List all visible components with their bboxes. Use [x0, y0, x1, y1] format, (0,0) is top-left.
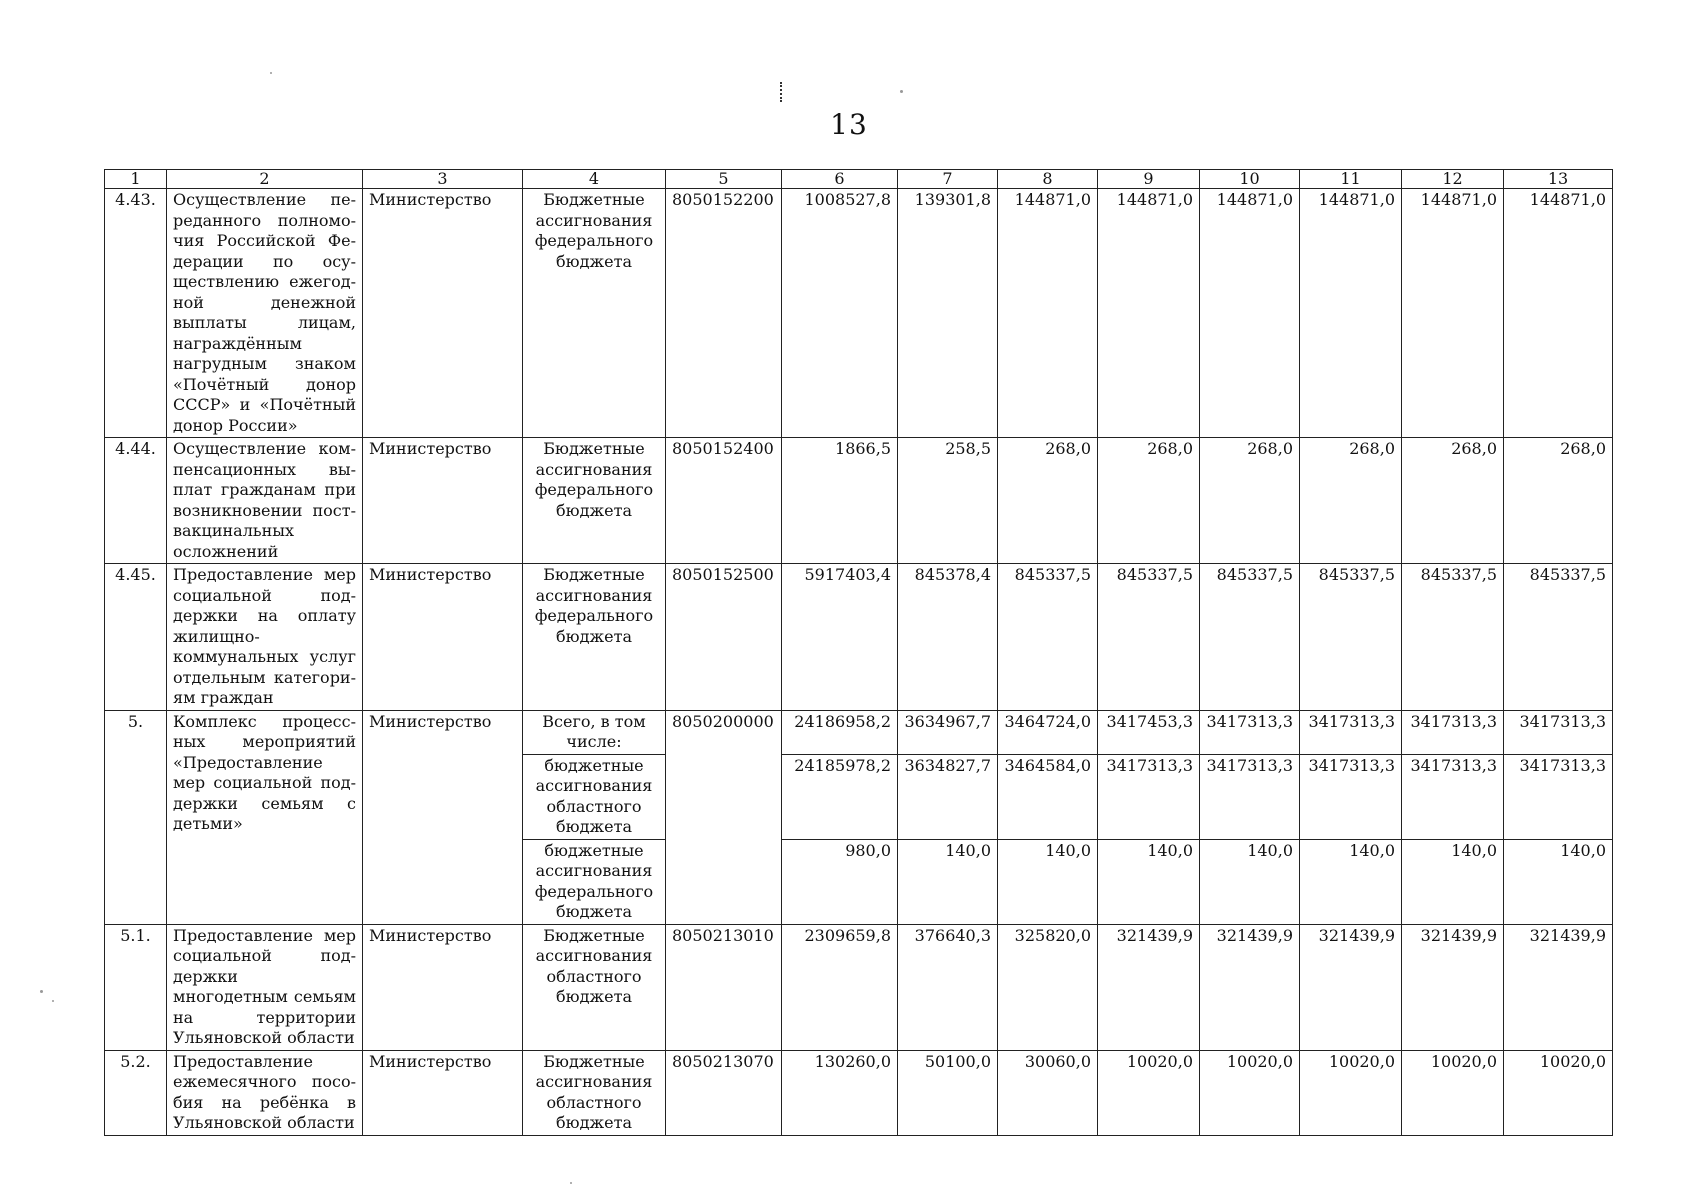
- value-total: 5917403,4: [782, 564, 898, 711]
- value-year: 3417313,3: [1300, 710, 1402, 754]
- value-year: 144871,0: [1300, 189, 1402, 438]
- budget-code: 8050213070: [666, 1050, 782, 1135]
- value-year: 144871,0: [1200, 189, 1300, 438]
- measure-name: Предоставление ежемесячного пособия на ребёнка в Ульяновской области: [167, 1050, 363, 1135]
- value-year: 3417313,3: [1300, 754, 1402, 839]
- value-year: 144871,0: [1504, 189, 1613, 438]
- value-total: 130260,0: [782, 1050, 898, 1135]
- value-year: 3417313,3: [1402, 710, 1504, 754]
- measure-name: Комплекс процессных мероприятий «Предоставление мер социальной поддержки семьям с детьми»: [167, 710, 363, 924]
- executor: Министерство: [363, 924, 523, 1050]
- value-year: 10020,0: [1200, 1050, 1300, 1135]
- value-year: 10020,0: [1300, 1050, 1402, 1135]
- value-total: 1008527,8: [782, 189, 898, 438]
- executor: Министерство: [363, 438, 523, 564]
- row-number: 5.: [105, 710, 167, 924]
- value-year: 845337,5: [1402, 564, 1504, 711]
- column-number: 12: [1402, 170, 1504, 189]
- value-year: 321439,9: [1402, 924, 1504, 1050]
- value-year: 3417313,3: [1402, 754, 1504, 839]
- value-year: 376640,3: [898, 924, 998, 1050]
- value-year: 321439,9: [1504, 924, 1613, 1050]
- value-year: 321439,9: [1300, 924, 1402, 1050]
- executor: Министерство: [363, 189, 523, 438]
- value-year: 325820,0: [998, 924, 1098, 1050]
- value-year: 268,0: [1200, 438, 1300, 564]
- value-year: 321439,9: [1200, 924, 1300, 1050]
- column-number: 13: [1504, 170, 1613, 189]
- value-total: 24185978,2: [782, 754, 898, 839]
- value-year: 3417313,3: [1098, 754, 1200, 839]
- row-number: 4.44.: [105, 438, 167, 564]
- executor: Министерство: [363, 1050, 523, 1135]
- column-number: 8: [998, 170, 1098, 189]
- column-number: 10: [1200, 170, 1300, 189]
- value-year: 144871,0: [998, 189, 1098, 438]
- row-number: 5.1.: [105, 924, 167, 1050]
- budget-code: 8050213010: [666, 924, 782, 1050]
- value-year: 258,5: [898, 438, 998, 564]
- scan-speck: [570, 1182, 572, 1184]
- scan-speck: [900, 90, 903, 93]
- measure-name: Осуществление переданного полномочия Российской Федерации по осуществлению ежегодной денежной выплаты лицам, награждённым нагрудным знаком «Почётный донор СССР» и «Почётный донор России»: [167, 189, 363, 438]
- column-number: 2: [167, 170, 363, 189]
- value-year: 140,0: [1504, 839, 1613, 924]
- budget-code: 8050152200: [666, 189, 782, 438]
- value-year: 3417453,3: [1098, 710, 1200, 754]
- table-row: [105, 710, 1613, 754]
- value-year: 268,0: [1300, 438, 1402, 564]
- column-number: 9: [1098, 170, 1200, 189]
- executor: Министерство: [363, 564, 523, 711]
- value-year: 268,0: [1098, 438, 1200, 564]
- value-year: 10020,0: [1402, 1050, 1504, 1135]
- table-row: [105, 438, 1613, 564]
- value-year: 140,0: [1200, 839, 1300, 924]
- table-row: [105, 1050, 1613, 1135]
- column-number-row: [105, 170, 1613, 189]
- value-year: 268,0: [1402, 438, 1504, 564]
- value-year: 50100,0: [898, 1050, 998, 1135]
- value-year: 140,0: [1300, 839, 1402, 924]
- value-total: 1866,5: [782, 438, 898, 564]
- measure-name: Осуществление компенсационных выплат гражданам при возникновении поствакцинальных осложнений: [167, 438, 363, 564]
- value-year: 321439,9: [1098, 924, 1200, 1050]
- value-year: 845337,5: [1200, 564, 1300, 711]
- column-number: 3: [363, 170, 523, 189]
- table-row: [105, 189, 1613, 438]
- column-number: 7: [898, 170, 998, 189]
- table-row: [105, 924, 1613, 1050]
- executor: Министерство: [363, 710, 523, 924]
- budget-code: 8050152500: [666, 564, 782, 711]
- funding-source: Бюджетные ассигнования областного бюджета: [523, 924, 666, 1050]
- row-number: 4.43.: [105, 189, 167, 438]
- column-number: 1: [105, 170, 167, 189]
- value-year: 845337,5: [1504, 564, 1613, 711]
- budget-code: 8050152400: [666, 438, 782, 564]
- funding-source: Всего, в том числе:: [523, 710, 666, 754]
- row-number: 4.45.: [105, 564, 167, 711]
- value-total: 24186958,2: [782, 710, 898, 754]
- column-number: 4: [523, 170, 666, 189]
- column-number: 11: [1300, 170, 1402, 189]
- value-year: 3634827,7: [898, 754, 998, 839]
- funding-source: Бюджетные ассигнования федерального бюджета: [523, 189, 666, 438]
- value-year: 3464724,0: [998, 710, 1098, 754]
- page-number: 13: [830, 108, 868, 141]
- scan-mark: [780, 82, 786, 102]
- value-year: 140,0: [1402, 839, 1504, 924]
- value-year: 3417313,3: [1200, 754, 1300, 839]
- value-year: 140,0: [998, 839, 1098, 924]
- value-year: 845378,4: [898, 564, 998, 711]
- row-number: 5.2.: [105, 1050, 167, 1135]
- value-year: 144871,0: [1402, 189, 1504, 438]
- value-year: 140,0: [898, 839, 998, 924]
- budget-code: 8050200000: [666, 710, 782, 924]
- value-year: 10020,0: [1504, 1050, 1613, 1135]
- scan-speck: [40, 990, 43, 993]
- funding-source: Бюджетные ассигнования федерального бюджета: [523, 564, 666, 711]
- value-year: 3417313,3: [1200, 710, 1300, 754]
- value-year: 268,0: [998, 438, 1098, 564]
- value-year: 30060,0: [998, 1050, 1098, 1135]
- funding-source: Бюджетные ассигнования областного бюджета: [523, 1050, 666, 1135]
- value-year: 140,0: [1098, 839, 1200, 924]
- funding-source: Бюджетные ассигнования федерального бюджета: [523, 438, 666, 564]
- value-year: 268,0: [1504, 438, 1613, 564]
- value-total: 980,0: [782, 839, 898, 924]
- value-year: 845337,5: [1098, 564, 1200, 711]
- value-year: 3417313,3: [1504, 710, 1613, 754]
- measure-name: Предоставление мер социальной поддержки многодетным семьям на территории Ульяновской области: [167, 924, 363, 1050]
- value-year: 3634967,7: [898, 710, 998, 754]
- table-row: [105, 564, 1613, 711]
- value-year: 845337,5: [998, 564, 1098, 711]
- funding-source: бюджетные ассигнования областного бюджета: [523, 754, 666, 839]
- value-year: 139301,8: [898, 189, 998, 438]
- value-year: 144871,0: [1098, 189, 1200, 438]
- funding-source: бюджетные ассигнования федерального бюджета: [523, 839, 666, 924]
- scan-speck: [270, 72, 272, 74]
- column-number: 5: [666, 170, 782, 189]
- scan-speck: [52, 1000, 54, 1002]
- value-total: 2309659,8: [782, 924, 898, 1050]
- column-number: 6: [782, 170, 898, 189]
- measure-name: Предоставление мер социальной поддержки на оплату жилищно-коммунальных услуг отдельным категориям граждан: [167, 564, 363, 711]
- value-year: 10020,0: [1098, 1050, 1200, 1135]
- value-year: 3464584,0: [998, 754, 1098, 839]
- value-year: 845337,5: [1300, 564, 1402, 711]
- value-year: 3417313,3: [1504, 754, 1613, 839]
- budget-table: [104, 169, 1613, 1136]
